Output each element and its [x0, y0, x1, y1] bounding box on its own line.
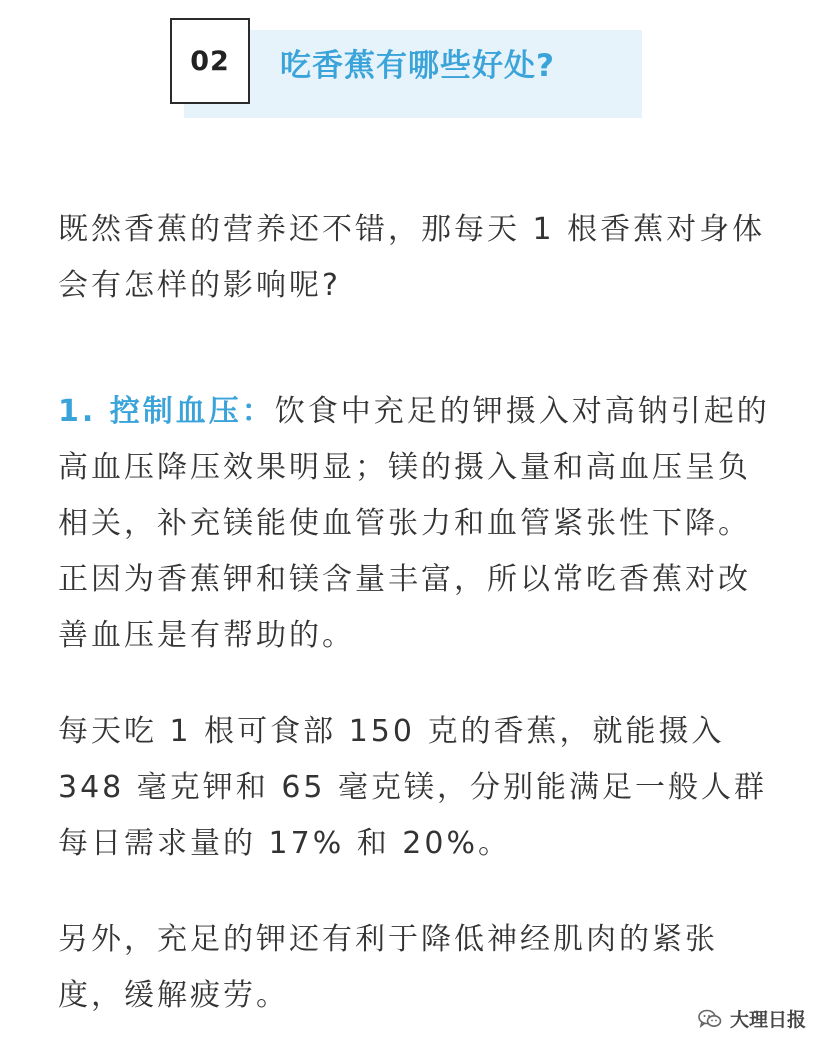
article-body: [58, 202, 778, 1024]
wechat-icon: [698, 1009, 722, 1029]
daily-intake-paragraph: 每天吃 1 根可食部 150 克的香蕉，就能摄入 348 毫克钾和 65 毫克镁，分别能满足一般人群每日需求量的 17% 和 20%。: [58, 714, 768, 861]
blood-pressure-paragraph: [58, 384, 778, 664]
fatigue-paragraph: 另外，充足的钾还有利于降低神经肌肉的紧张度，缓解疲劳。: [58, 922, 718, 1013]
section-number: 02: [170, 18, 250, 104]
watermark-text: 大理日报: [729, 1009, 806, 1031]
section-header: [170, 18, 650, 122]
source-watermark: [698, 1005, 806, 1032]
point-1-text: 饮食中充足的钾摄入对高钠引起的高血压降压效果明显；镁的摄入量和高血压呈负相关，补充镁能使血管张力和血管紧张性下降。正因为香蕉钾和镁含量丰富，所以常吃香蕉对改善血压是有帮助的。: [58, 394, 770, 653]
point-1-label: 1. 控制血压：: [58, 394, 275, 429]
intro-paragraph: 既然香蕉的营养还不错，那每天 1 根香蕉对身体会有怎样的影响呢?: [58, 212, 766, 303]
section-title: 吃香蕉有哪些好处?: [280, 48, 555, 84]
